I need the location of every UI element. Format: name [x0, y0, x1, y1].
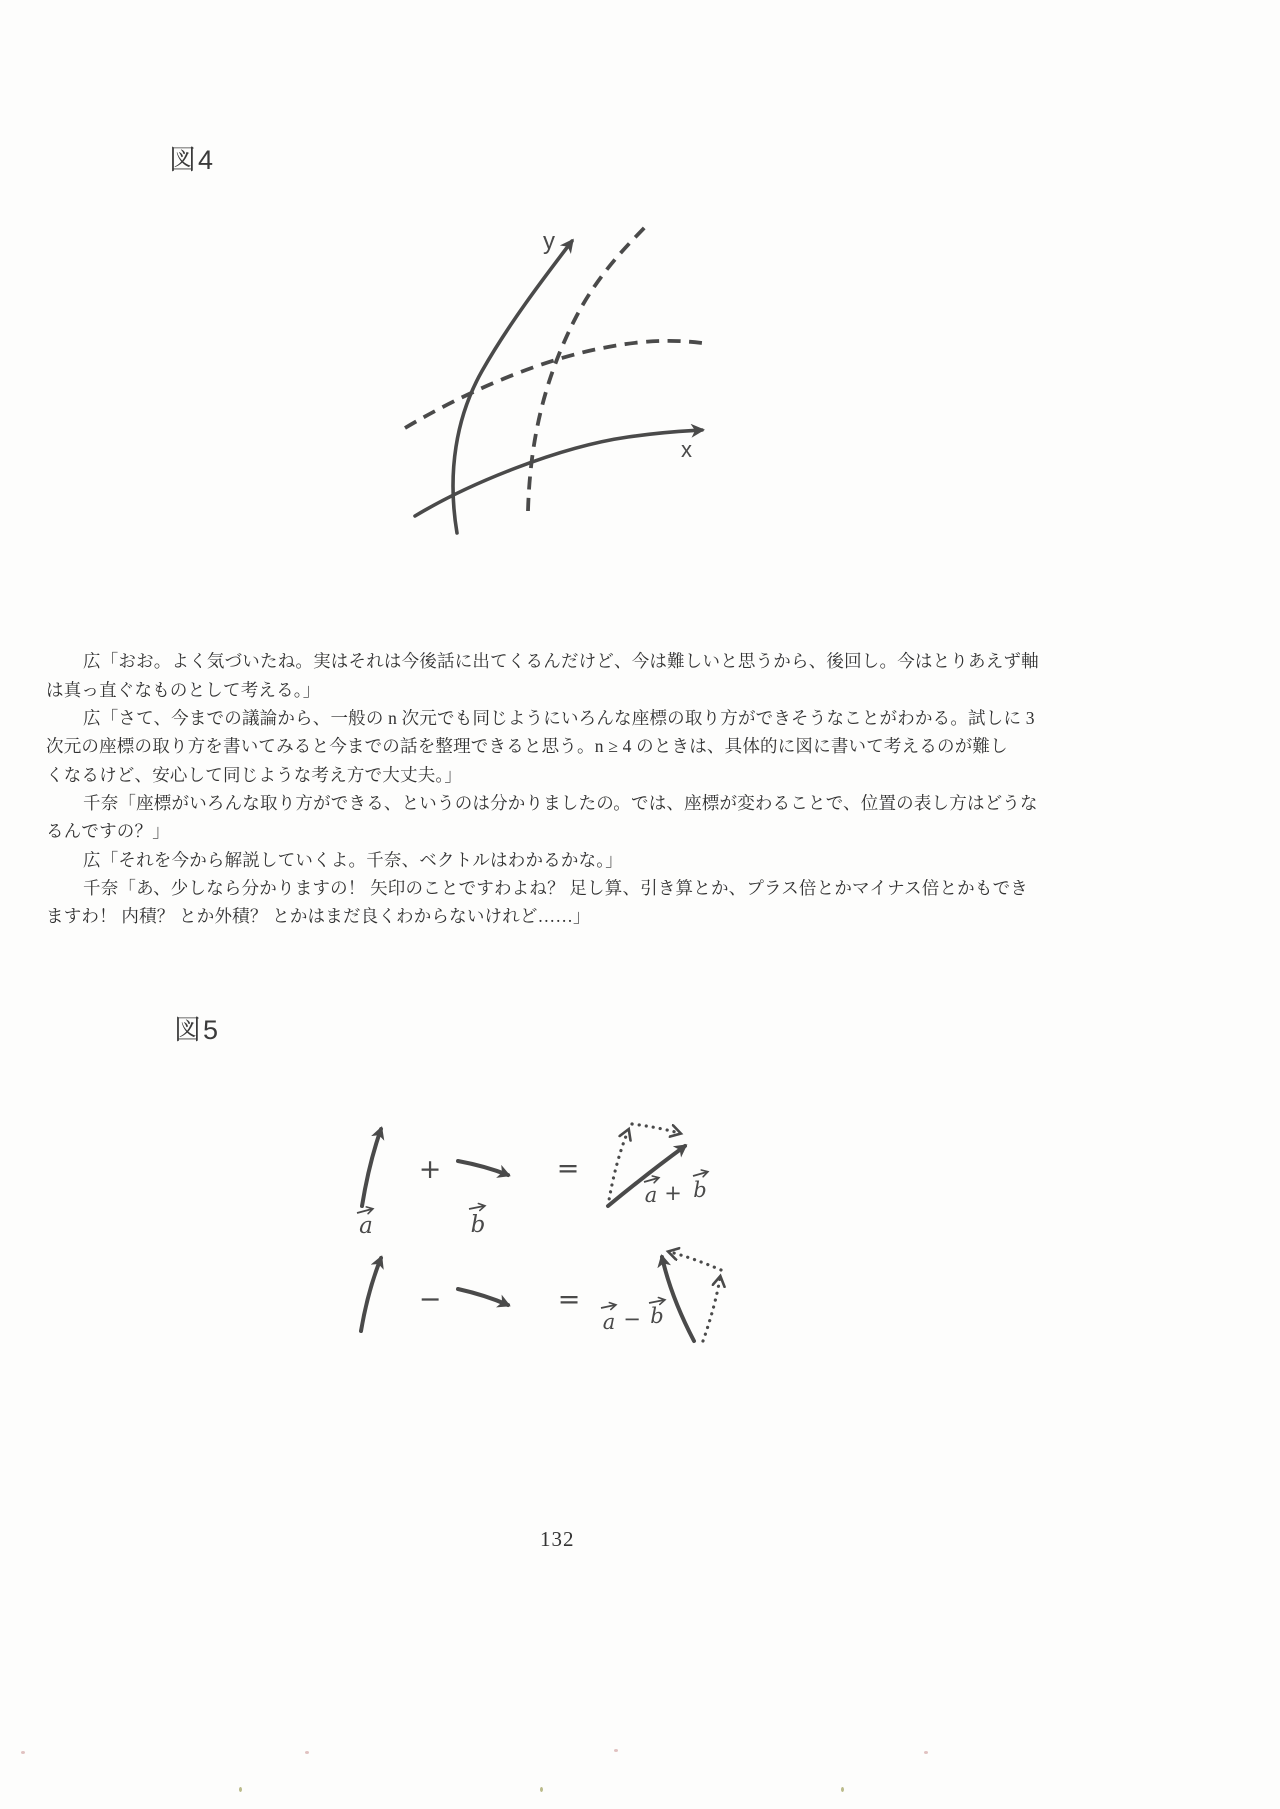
equals-operator: =: [556, 1153, 580, 1184]
plus-operator: +: [418, 1154, 442, 1185]
dotted-a-copy: [608, 1131, 628, 1206]
equals-operator-2: =: [557, 1284, 581, 1315]
vector-a-arrow: [362, 1129, 381, 1206]
dialogue-line: は真っ直ぐなものとして考える。」: [46, 680, 321, 700]
dialogue-line: 千奈「座標がいろんな取り方ができる、というのは分かりましたの。では、座標が変わることで、位置の表し方はどうな: [83, 793, 1038, 813]
minus-operator: −: [418, 1284, 442, 1315]
scan-artifact: [841, 1787, 844, 1792]
figure4-drawing: [340, 205, 750, 555]
figure5-caption: 図5: [174, 1015, 221, 1045]
vector-b-arrow: [458, 1161, 508, 1175]
sum-b-overline-arrow: [693, 1172, 707, 1176]
diff-a-overline-arrow: [601, 1305, 615, 1308]
diff-label-minus: −: [623, 1307, 641, 1331]
figure4-caption: 図4: [169, 145, 216, 175]
dialogue-line: 千奈「あ、少しなら分かりますの！ 矢印のことですわよね？ 足し算、引き算とか、プラス倍とかマイナス倍とかもでき: [83, 878, 1028, 898]
figure5-drawing: [345, 1105, 745, 1360]
scan-artifact: [239, 1787, 242, 1792]
sum-label-a: a: [644, 1183, 658, 1207]
sum-label-b: b: [693, 1178, 707, 1202]
dotted-a-copy-2: [703, 1278, 720, 1341]
dashed-y-curve: [528, 225, 647, 511]
vector-b-label: b: [470, 1212, 486, 1238]
y-axis-label: y: [543, 228, 555, 255]
dialogue-line: ますわ！ 内積？ とか外積？ とかはまだ良くわからないけれど……」: [46, 906, 591, 926]
dialogue-line: 広「おお。よく気づいたね。実はそれは今後話に出てくるんだけど、今は難しいと思うから、後回し。今はとりあえず軸: [83, 651, 1039, 671]
y-axis-curve: [453, 241, 572, 533]
dialogue-line: 次元の座標の取り方を書いてみると今までの話を整理できると思う。n ≥ 4 のときは、具体的に図に書いて考えるのが難し: [46, 736, 1008, 756]
vector-a-label: a: [359, 1213, 373, 1239]
scan-artifact: [614, 1749, 618, 1752]
vector-a-arrow-2: [361, 1258, 381, 1331]
dotted-b-copy: [632, 1124, 679, 1133]
vector-diff-arrow: [662, 1257, 694, 1341]
x-axis-label: x: [681, 437, 692, 462]
vector-b-arrow-2: [458, 1289, 508, 1305]
scan-artifact: [305, 1751, 309, 1754]
diff-b-overline-arrow: [649, 1300, 664, 1303]
dialogue-line: くなるけど、安心して同じような考え方で大丈夫。」: [46, 765, 463, 785]
sum-label-plus: +: [664, 1181, 682, 1205]
scan-artifact: [924, 1751, 928, 1754]
diff-label-a: a: [602, 1310, 616, 1334]
dotted-minus-b-copy: [670, 1252, 721, 1270]
dashed-x-curve: [405, 341, 702, 428]
page-number: 132: [540, 1527, 575, 1551]
dialogue-line: るんですの？」: [46, 821, 170, 841]
dialogue-line: 広「さて、今までの議論から、一般の n 次元でも同じようにいろんな座標の取り方ができそうなことがわかる。試しに 3: [83, 708, 1035, 728]
dialogue-line: 広「それを今から解説していくよ。千奈、ベクトルはわかるかな。」: [83, 850, 623, 870]
diff-label-b: b: [650, 1304, 664, 1328]
vec-b-overline-arrow: [469, 1206, 484, 1209]
sum-a-overline-arrow: [644, 1178, 658, 1182]
scan-artifact: [540, 1787, 543, 1792]
scan-artifact: [21, 1751, 25, 1754]
